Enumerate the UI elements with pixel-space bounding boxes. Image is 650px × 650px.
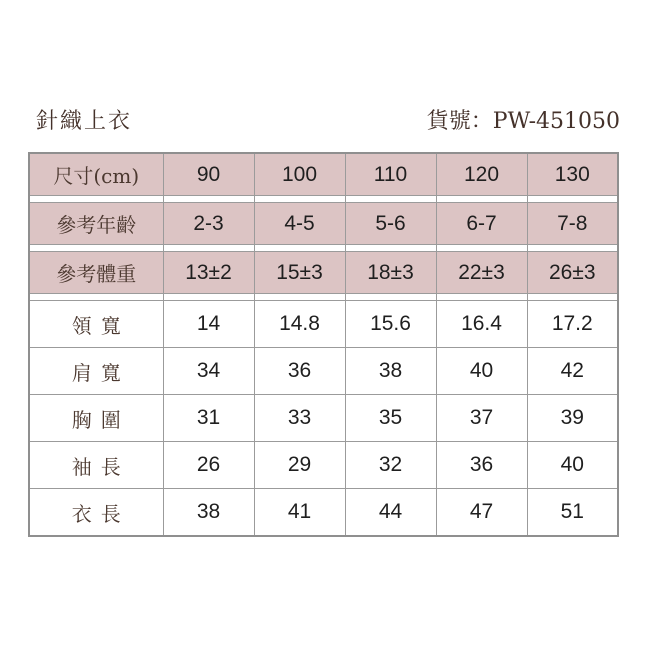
value-cell: 110: [345, 153, 436, 196]
body-row-neck-width: [29, 301, 618, 348]
product-title: 針織上衣: [36, 109, 133, 134]
value-cell: 14.8: [254, 301, 345, 348]
row-label-cell: 參考年齡: [29, 203, 163, 245]
value-cell: 39: [527, 395, 618, 442]
spacer-row: [29, 294, 618, 301]
header-row-weight: [29, 252, 618, 294]
row-label-cell: 參考體重: [29, 252, 163, 294]
header-row-age: [29, 203, 618, 245]
body-row-garment-length: [29, 489, 618, 537]
value-cell: 7-8: [527, 203, 618, 245]
value-cell: 36: [254, 348, 345, 395]
value-cell: 90: [163, 153, 254, 196]
value-cell: 22±3: [436, 252, 527, 294]
value-cell: 26: [163, 442, 254, 489]
value-cell: 40: [436, 348, 527, 395]
row-label-cell: 尺寸(cm): [29, 153, 163, 196]
body-row-sleeve-length: [29, 442, 618, 489]
body-row-shoulder-width: [29, 348, 618, 395]
value-cell: 100: [254, 153, 345, 196]
row-label-cell: 袖長: [29, 442, 163, 489]
value-cell: 36: [436, 442, 527, 489]
value-cell: 15.6: [345, 301, 436, 348]
value-cell: 29: [254, 442, 345, 489]
value-cell: 4-5: [254, 203, 345, 245]
value-cell: 6-7: [436, 203, 527, 245]
value-cell: 33: [254, 395, 345, 442]
value-cell: 14: [163, 301, 254, 348]
body-row-chest: [29, 395, 618, 442]
value-cell: 26±3: [527, 252, 618, 294]
value-cell: 38: [163, 489, 254, 537]
row-label-cell: 肩寬: [29, 348, 163, 395]
value-cell: 17.2: [527, 301, 618, 348]
page-header: [0, 0, 650, 135]
value-cell: 31: [163, 395, 254, 442]
spacer-row: [29, 196, 618, 203]
value-cell: 40: [527, 442, 618, 489]
value-cell: 38: [345, 348, 436, 395]
value-cell: 34: [163, 348, 254, 395]
value-cell: 130: [527, 153, 618, 196]
value-cell: 15±3: [254, 252, 345, 294]
value-cell: 37: [436, 395, 527, 442]
value-cell: 5-6: [345, 203, 436, 245]
value-cell: 35: [345, 395, 436, 442]
item-number: 貨號：PW-451050: [426, 109, 620, 134]
value-cell: 120: [436, 153, 527, 196]
value-cell: 42: [527, 348, 618, 395]
row-label-cell: 胸圍: [29, 395, 163, 442]
value-cell: 47: [436, 489, 527, 537]
value-cell: 16.4: [436, 301, 527, 348]
spacer-row: [29, 245, 618, 252]
header-row-size: [29, 153, 618, 196]
row-label-cell: 領寬: [29, 301, 163, 348]
value-cell: 13±2: [163, 252, 254, 294]
value-cell: 18±3: [345, 252, 436, 294]
value-cell: 44: [345, 489, 436, 537]
value-cell: 32: [345, 442, 436, 489]
size-table: [28, 152, 619, 537]
row-label-cell: 衣長: [29, 489, 163, 537]
value-cell: 2-3: [163, 203, 254, 245]
value-cell: 51: [527, 489, 618, 537]
value-cell: 41: [254, 489, 345, 537]
